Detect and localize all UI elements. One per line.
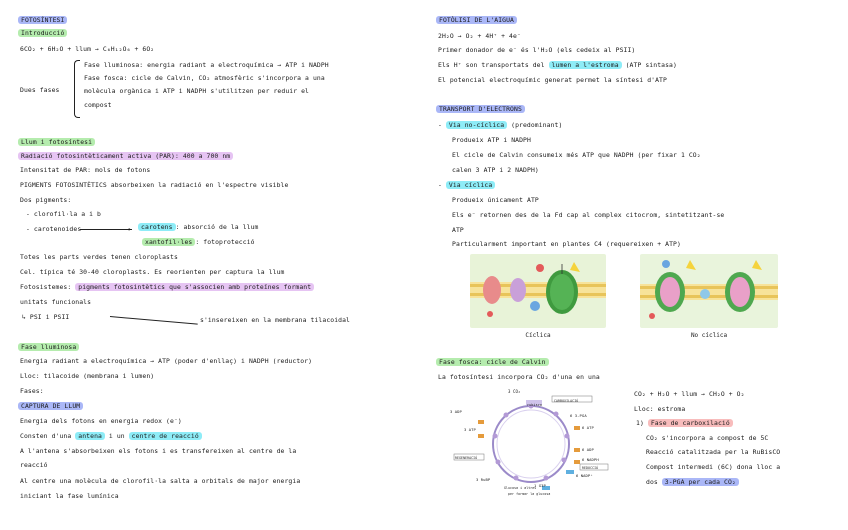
- fase-carb-label: Fase de carboxilació: [648, 419, 733, 427]
- carotenoides-line: - carotenoides: [26, 225, 82, 233]
- totes-line: Totes les parts verdes tenen cloroplasts: [20, 253, 178, 261]
- calvin-rubp-label: 3 RuBP: [476, 477, 491, 482]
- llum-title: Llum i fotosíntesi: [18, 138, 95, 146]
- arrow: [110, 316, 198, 325]
- fotolisi-equation: 2H₂O → O₂ + 4H⁺ + 4e⁻: [438, 32, 521, 40]
- dos-pigments-line: Dos pigments:: [20, 196, 72, 204]
- fase-lluminosa-title: Fase lluminosa: [18, 343, 79, 351]
- carotens-label: carotens: [138, 223, 176, 231]
- antena-line-1: A l'antena s'absorbeixen els fotons i es transfereixen al centre de la: [20, 447, 297, 455]
- centre-label: centre de reacció: [129, 432, 202, 440]
- els-e-line: Els e⁻ retornen des de la Fd cap al complex citocrom, sintetitzant-se: [452, 211, 725, 219]
- clorofila-line: - clorofil·la a i b: [26, 210, 102, 218]
- lloc-line: Lloc: tilacoide (membrana i lumen): [20, 372, 155, 380]
- introduccio-title: Introducció: [18, 29, 67, 37]
- els-h-highlight: lumen a l'estroma: [549, 61, 622, 69]
- potencial-line: El potencial electroquímic generat permet la síntesi d'ATP: [438, 76, 667, 84]
- thylakoid-noncyclic-illustration: [640, 254, 778, 328]
- fotosintesi-title: FOTOSÍNTESI: [18, 16, 67, 24]
- fases-word: Fases:: [20, 387, 44, 395]
- captura-title: CAPTURA DE LLUM: [18, 402, 83, 410]
- carotens-rest: : absorció de la llum: [175, 223, 259, 231]
- calvin-equation: CO₂ + H₂O + llum → CH₂O + O₂: [634, 390, 745, 398]
- calen-line: calen 3 ATP i 2 NADPH): [452, 166, 539, 174]
- arrow-head: ▸: [128, 225, 132, 233]
- particularment-line: Particularment important en plantes C4 (requereixen + ATP): [452, 240, 681, 248]
- fase-carb-line: [636, 419, 733, 427]
- dues-fases-label: Dues fases: [20, 86, 60, 94]
- energia-fotons-line: Energia dels fotons en energia redox (e⁻): [20, 417, 182, 425]
- fig1-caption: Cíclica: [525, 332, 551, 339]
- calvin-per-formar-label: per formar la glucosa: [508, 492, 551, 496]
- calvin-atp-label: 3 ATP: [464, 427, 476, 432]
- atp-word: ATP: [452, 226, 464, 234]
- via-ciclica-label: Via cíclica: [446, 181, 495, 189]
- centre-line-2: iniciant la fase lumínica: [20, 492, 119, 500]
- els-h-line: [438, 61, 677, 69]
- calvin-carbox-label: CARBOXILACIÓ: [554, 399, 579, 403]
- calvin-regen-label: REGENERACIÓ: [455, 456, 478, 460]
- els-h-prefix: Els H⁺ son transportats del: [438, 61, 545, 69]
- fase-fosca-title: Fase fosca: cicle de Calvin: [436, 358, 549, 366]
- thylakoid-cyclic-figure: [470, 254, 606, 328]
- calvin-adp6-label: 6 ADP: [582, 447, 594, 452]
- antena-line-2: reacció: [20, 461, 48, 469]
- fase-carb-number: 1): [636, 419, 644, 427]
- calvin-cycle-figure: [446, 386, 616, 498]
- fase-line-4: compost: [84, 101, 112, 109]
- consten-line: [20, 432, 202, 440]
- arrow: [80, 229, 132, 230]
- thylakoid-cyclic-illustration: [470, 254, 606, 328]
- calvin-rubisco-label: rubisco: [527, 403, 542, 407]
- calvin-pga-label: 6 3-PGA: [570, 413, 587, 418]
- fotosistemes-line: [20, 283, 314, 291]
- produeix-line: Produeix ATP i NADPH: [452, 136, 531, 144]
- xantofiles-label: xantofil·les: [142, 238, 195, 246]
- centre-line-1: Al centre una molècula de clorofil·la salta a orbitals de major energia: [20, 477, 301, 485]
- la-fotosintesi-line: La fotosíntesi incorpora CO₂ d'una en una: [438, 373, 600, 381]
- pga-label: 3-PGA per cada CO₂: [662, 478, 739, 486]
- via-no-ciclica-label: Via no-cíclica: [446, 121, 507, 129]
- psi-line: ↳ PSI i PSII: [22, 313, 70, 321]
- dos-pga-line: [646, 478, 739, 486]
- thylakoid-noncyclic-figure: [640, 254, 778, 328]
- fig2-caption: No cíclica: [690, 332, 728, 339]
- intensitat-line: Intensitat de PAR: mols de fotons: [20, 166, 151, 174]
- consten-mid: i un: [108, 432, 125, 440]
- produeix-unic-line: Produeix únicament ATP: [452, 196, 539, 204]
- unitats-line: unitats funcionals: [20, 298, 92, 306]
- calvin-glucosa-label: Glucosa i altres: [504, 486, 537, 490]
- fotosistemes-prefix: Fotosistemes:: [20, 283, 72, 291]
- primer-donador-line: Primer donador de e⁻ és l'H₂O (els cedeix al PSII): [438, 46, 636, 54]
- calvin-adp-label: 3 ADP: [450, 409, 462, 414]
- el-cicle-line: El cicle de Calvin consumeix més ATP que NADPH (per fixar 1 CO₂: [452, 151, 701, 159]
- via-no-ciclica-line: - Via no-cíclica (predominant): [438, 121, 563, 129]
- calvin-g3p-label: 1 G3P: [534, 483, 546, 488]
- fase-line-3: molècula orgànica i ATP i NADPH s'utilitzen per reduir el: [84, 87, 310, 95]
- fotolisi-title: FOTÒLISI DE L'AIGUA: [436, 16, 517, 24]
- xantofiles-line: [142, 238, 255, 246]
- fotosistemes-highlight: pigments fotosintètics que s'associen amb proteïnes formant: [75, 283, 314, 291]
- transport-title: TRANSPORT D'ELECTRONS: [436, 105, 525, 113]
- calvin-co2-label: 3 CO₂: [508, 389, 521, 394]
- fase-line-1: Fase lluminosa: energia radiant a electroquímica → ATP i NADPH: [84, 61, 329, 69]
- fase-line-2: Fase fosca: cicle de Calvin, CO₂ atmosfèric s'incorpora a una: [84, 74, 325, 82]
- pigments-line: PIGMENTS FOTOSINTÈTICS absorbeixen la radiació en l'espectre visible: [20, 181, 289, 189]
- calvin-nadp-label: 6 NADP⁺: [576, 473, 593, 478]
- calvin-atp6-label: 6 ATP: [582, 425, 594, 430]
- lloc-estroma-line: Lloc: estroma: [634, 405, 686, 413]
- antena-label: antena: [75, 432, 105, 440]
- co2-incorpora-line: CO₂ s'incorpora a compost de 5C: [646, 434, 769, 442]
- reaccio-line: Reacció catalitzada per la RuBisCO: [646, 448, 781, 456]
- insereixen-line: s'insereixen en la membrana tilacoidal: [200, 316, 351, 324]
- calvin-nadph-label: 6 NADPH: [582, 457, 599, 462]
- energia-radiant-line: Energia radiant a electroquímica → ATP (poder d'enllaç) i NADPH (reductor): [20, 357, 313, 365]
- via-no-ciclica-note: (predominant): [511, 121, 563, 129]
- photosynthesis-equation: 6CO₂ + 6H₂O + llum → C₆H₁₂O₆ + 6O₂: [20, 45, 155, 53]
- carotens-line: [138, 223, 259, 231]
- radiacio-line: Radiació fotosintèticament activa (PAR): 400 a 700 nm: [18, 152, 233, 160]
- dos-prefix: dos: [646, 478, 658, 486]
- calvin-reduc-label: REDUCCIÓ: [582, 466, 599, 470]
- xantofiles-rest: : fotoprotecció: [195, 238, 255, 246]
- consten-prefix: Consten d'una: [20, 432, 72, 440]
- via-ciclica-line: - Via cíclica: [438, 181, 495, 189]
- compost-line: Compost intermedi (6C) dona lloc a: [646, 463, 781, 471]
- els-h-suffix: (ATP sintasa): [625, 61, 677, 69]
- cel-tipica-line: Cel. típica té 30-40 cloroplasts. Es reorienten per captura la llum: [20, 268, 285, 276]
- psi-text: PSI i PSII: [29, 313, 70, 321]
- brace: [74, 60, 80, 118]
